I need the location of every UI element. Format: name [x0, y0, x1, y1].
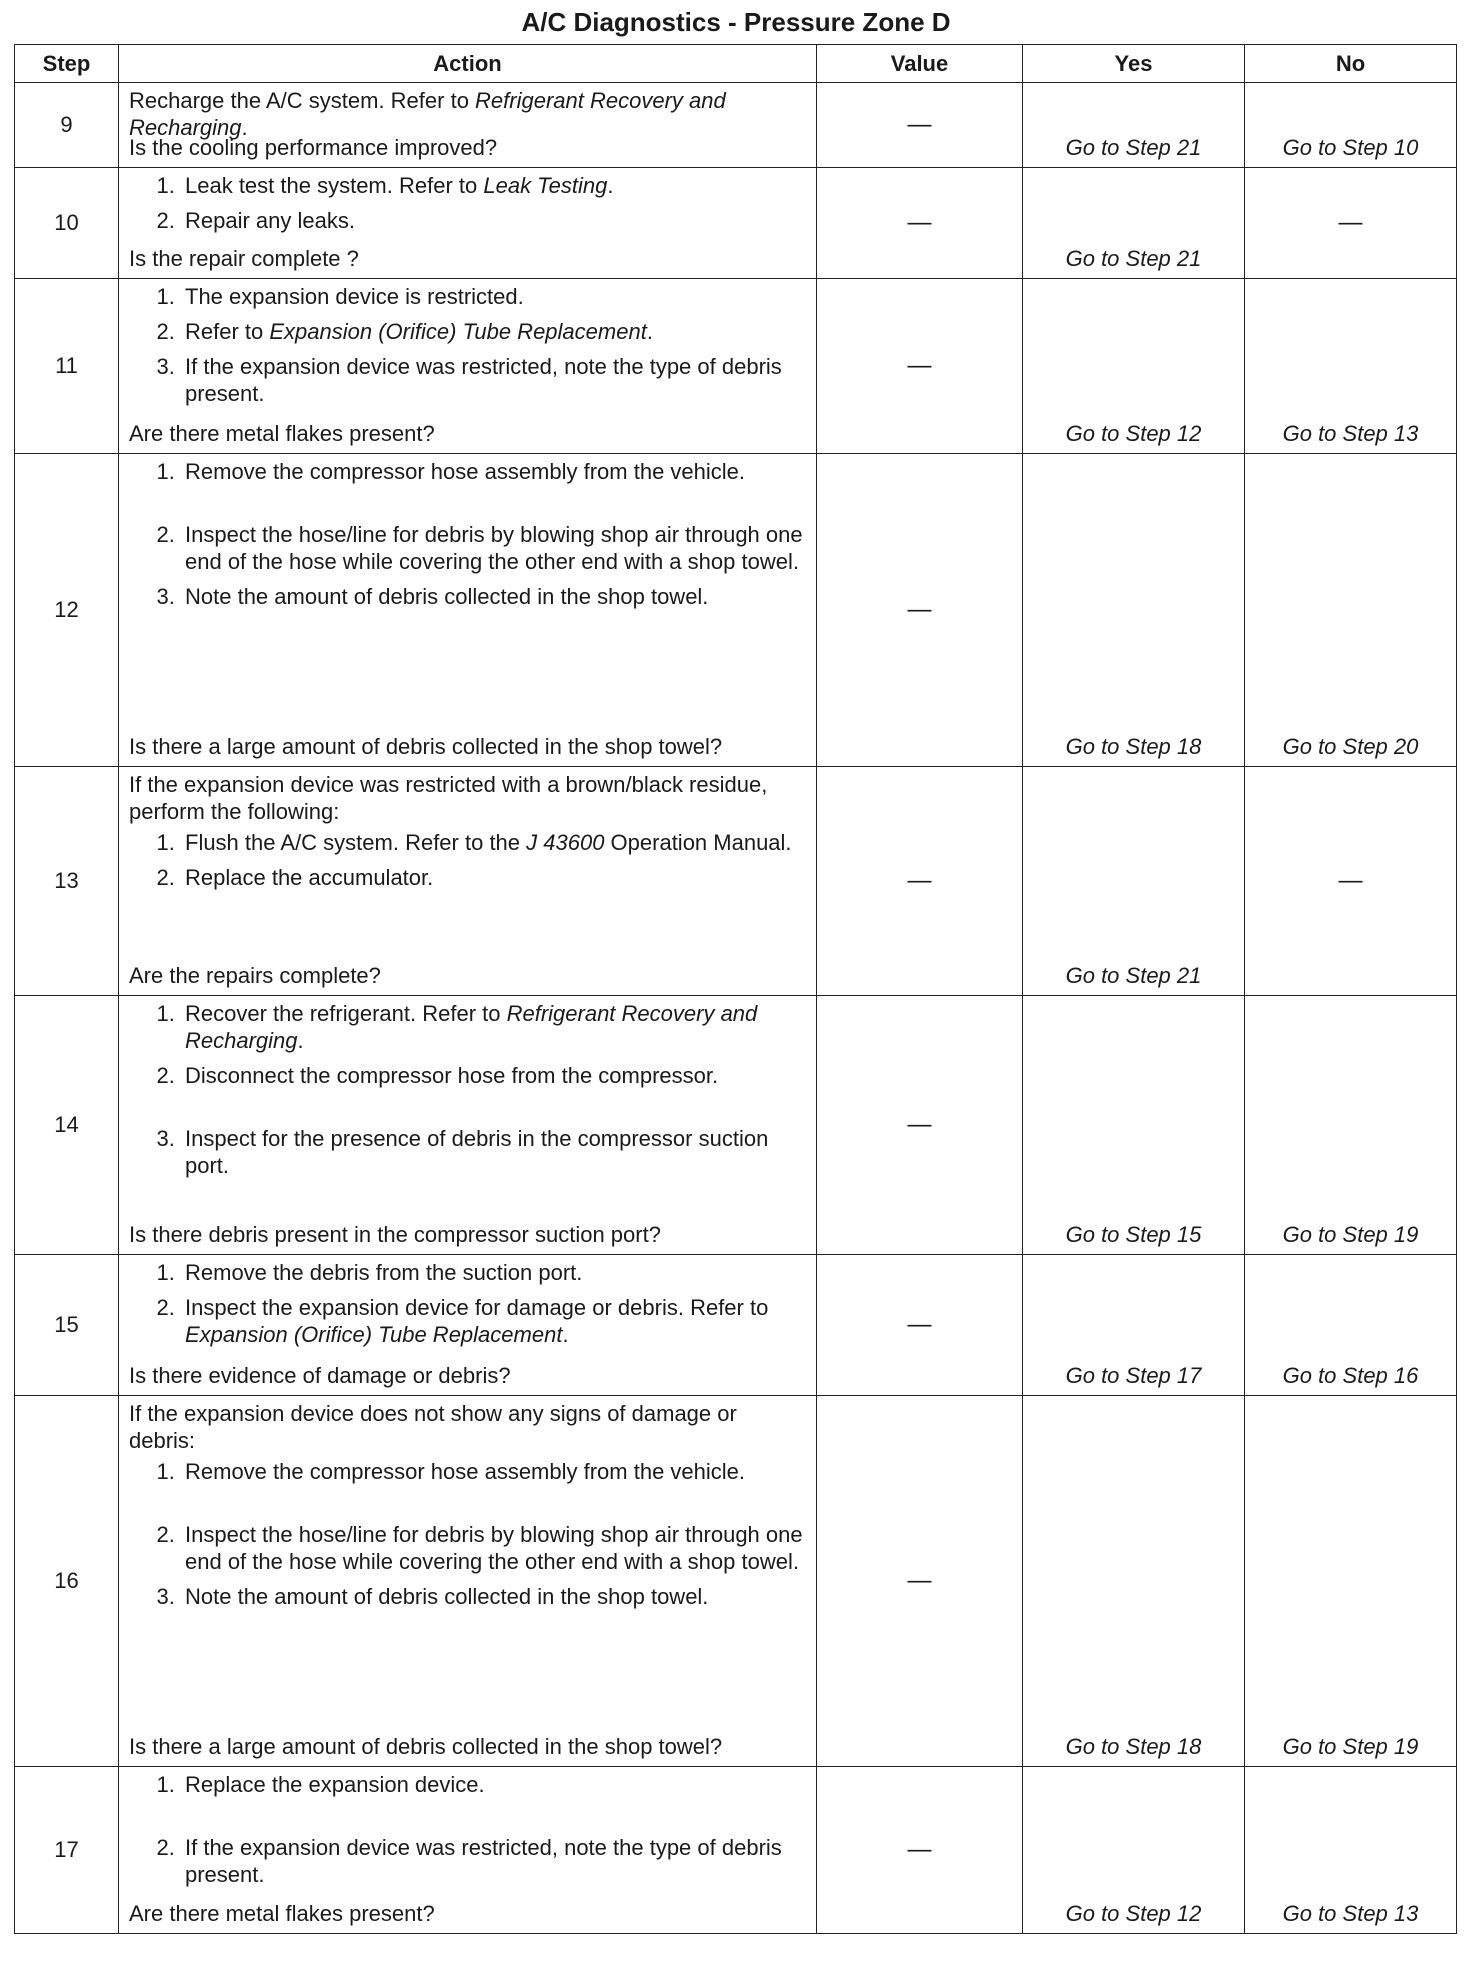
action-step: 3. If the expansion device was restricted, note the type of debris present.	[181, 353, 806, 407]
action-cell	[119, 83, 817, 168]
header-row	[15, 45, 1457, 83]
action-step: 1. Remove the debris from the suction port.	[181, 1259, 806, 1286]
diagnostic-table	[14, 44, 1457, 1934]
action-step: 2. Repair any leaks.	[181, 207, 806, 234]
value-cell: —	[817, 279, 1023, 454]
action-step: 2. Inspect the expansion device for damage or debris. Refer to Expansion (Orifice) Tube Replacement.	[181, 1294, 806, 1348]
value-cell: —	[817, 767, 1023, 996]
value-cell: —	[817, 1255, 1023, 1396]
step-number: 16	[15, 1396, 119, 1767]
action-step: 1. Replace the expansion device.	[181, 1771, 806, 1798]
action-steps	[129, 829, 806, 891]
step-number: 11	[15, 279, 119, 454]
table-row	[15, 279, 1457, 454]
value-cell: —	[817, 1767, 1023, 1934]
action-question: Is there a large amount of debris collected in the shop towel?	[129, 734, 723, 759]
no-cell: —	[1245, 168, 1457, 279]
action-cell	[119, 996, 817, 1255]
action-step: 1. Leak test the system. Refer to Leak Testing.	[181, 172, 806, 199]
action-intro: Recharge the A/C system. Refer to Refrigerant Recovery and Recharging.	[129, 88, 726, 140]
table-row	[15, 168, 1457, 279]
no-cell: Go to Step 13	[1245, 1767, 1457, 1934]
action-step: 3. Note the amount of debris collected in the shop towel.	[181, 583, 806, 610]
action-step: 1. The expansion device is restricted.	[181, 283, 806, 310]
action-cell	[119, 168, 817, 279]
no-cell: Go to Step 13	[1245, 279, 1457, 454]
action-step: 1. Recover the refrigerant. Refer to Refrigerant Recovery and Recharging.	[181, 1000, 806, 1054]
header-step: Step	[15, 45, 119, 83]
yes-cell: Go to Step 18	[1023, 1396, 1245, 1767]
step-number: 17	[15, 1767, 119, 1934]
value-cell: —	[817, 168, 1023, 279]
yes-cell: Go to Step 12	[1023, 1767, 1245, 1934]
step-number: 13	[15, 767, 119, 996]
yes-cell: Go to Step 21	[1023, 83, 1245, 168]
action-step: 2. Refer to Expansion (Orifice) Tube Replacement.	[181, 318, 806, 345]
table-row	[15, 996, 1457, 1255]
action-cell	[119, 767, 817, 996]
action-step: 3. Inspect for the presence of debris in the compressor suction port.	[181, 1125, 806, 1179]
action-step: 1. Remove the compressor hose assembly from the vehicle.	[181, 1458, 806, 1485]
action-steps	[129, 1259, 806, 1348]
value-cell: —	[817, 1396, 1023, 1767]
header-no: No	[1245, 45, 1457, 83]
action-intro: If the expansion device was restricted with a brown/black residue, perform the following:	[129, 772, 768, 824]
action-question: Is the cooling performance improved?	[129, 135, 498, 160]
action-cell	[119, 1767, 817, 1934]
no-cell: Go to Step 10	[1245, 83, 1457, 168]
header-action: Action	[119, 45, 817, 83]
action-steps	[129, 283, 806, 407]
action-steps	[129, 458, 806, 610]
action-step: 2. Disconnect the compressor hose from the compressor.	[181, 1062, 806, 1089]
action-cell	[119, 279, 817, 454]
action-steps	[129, 1771, 806, 1888]
yes-cell: Go to Step 21	[1023, 767, 1245, 996]
step-number: 10	[15, 168, 119, 279]
yes-cell: Go to Step 17	[1023, 1255, 1245, 1396]
action-question: Is there debris present in the compressor suction port?	[129, 1222, 661, 1247]
table-row	[15, 83, 1457, 168]
action-intro: If the expansion device does not show any signs of damage or debris:	[129, 1401, 737, 1453]
action-cell	[119, 1255, 817, 1396]
table-row	[15, 1396, 1457, 1767]
action-question: Are the repairs complete?	[129, 963, 381, 988]
table-row	[15, 767, 1457, 996]
action-step: 1. Flush the A/C system. Refer to the J 43600 Operation Manual.	[181, 829, 806, 856]
action-step: 1. Remove the compressor hose assembly from the vehicle.	[181, 458, 806, 485]
yes-cell: Go to Step 12	[1023, 279, 1245, 454]
no-cell: —	[1245, 767, 1457, 996]
header-yes: Yes	[1023, 45, 1245, 83]
no-cell: Go to Step 20	[1245, 454, 1457, 767]
action-question: Is there a large amount of debris collected in the shop towel?	[129, 1734, 723, 1759]
action-step: 3. Note the amount of debris collected in the shop towel.	[181, 1583, 806, 1610]
action-step: 2. Inspect the hose/line for debris by blowing shop air through one end of the hose while covering the other end with a shop towel.	[181, 521, 806, 575]
header-value: Value	[817, 45, 1023, 83]
action-step: 2. Inspect the hose/line for debris by blowing shop air through one end of the hose while covering the other end with a shop towel.	[181, 1521, 806, 1575]
table-row	[15, 454, 1457, 767]
action-cell	[119, 454, 817, 767]
table-row	[15, 1255, 1457, 1396]
action-question: Are there metal flakes present?	[129, 1901, 435, 1926]
action-question: Is there evidence of damage or debris?	[129, 1363, 511, 1388]
yes-cell: Go to Step 21	[1023, 168, 1245, 279]
action-step: 2. Replace the accumulator.	[181, 864, 806, 891]
action-steps	[129, 1458, 806, 1610]
no-cell: Go to Step 19	[1245, 1396, 1457, 1767]
no-cell: Go to Step 19	[1245, 996, 1457, 1255]
action-cell	[119, 1396, 817, 1767]
action-question: Is the repair complete ?	[129, 246, 359, 271]
action-question: Are there metal flakes present?	[129, 421, 435, 446]
value-cell: —	[817, 83, 1023, 168]
action-steps	[129, 172, 806, 234]
step-number: 9	[15, 83, 119, 168]
yes-cell: Go to Step 15	[1023, 996, 1245, 1255]
action-step: 2. If the expansion device was restricted, note the type of debris present.	[181, 1834, 806, 1888]
no-cell: Go to Step 16	[1245, 1255, 1457, 1396]
value-cell: —	[817, 454, 1023, 767]
step-number: 15	[15, 1255, 119, 1396]
step-number: 12	[15, 454, 119, 767]
step-number: 14	[15, 996, 119, 1255]
value-cell: —	[817, 996, 1023, 1255]
action-steps	[129, 1000, 806, 1179]
table-row	[15, 1767, 1457, 1934]
page-title: A/C Diagnostics - Pressure Zone D	[521, 7, 951, 37]
yes-cell: Go to Step 18	[1023, 454, 1245, 767]
